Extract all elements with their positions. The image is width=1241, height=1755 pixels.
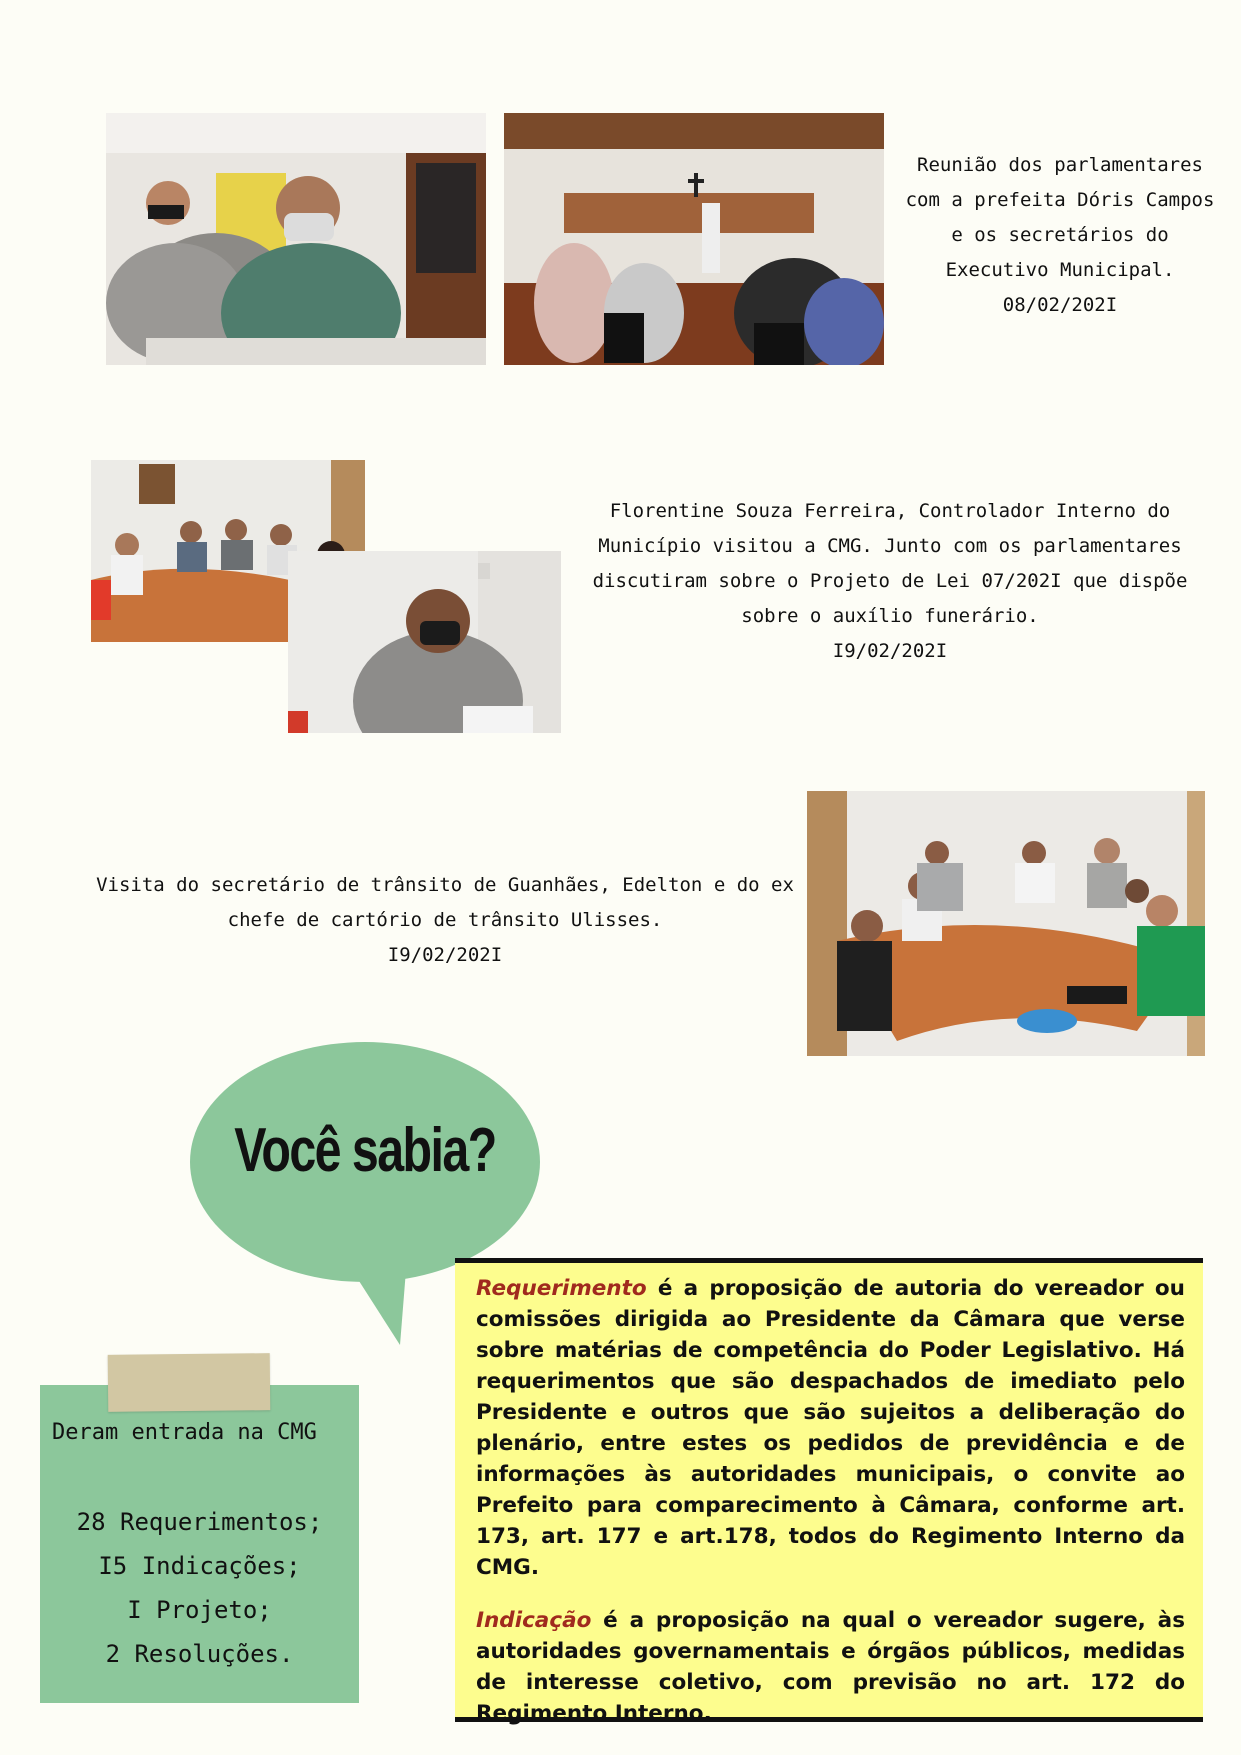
photo-meeting-attendees-masks [106,113,486,365]
stats-item: I5 Indicações; [98,1552,301,1580]
caption-date: 08/02/202I [1002,294,1118,316]
masking-tape [108,1353,271,1412]
definitions-box [455,1258,1203,1726]
did-you-know-heading: Você sabia? [234,1116,496,1185]
caption-line: Município visitou a CMG. Junto com os parlamentares [598,535,1182,557]
caption-line: Florentine Souza Ferreira, Controlador Interno do [609,500,1171,522]
caption-date: I9/02/202I [832,640,948,662]
stats-note [40,1385,359,1703]
requerimento-definition [476,1273,1185,1583]
caption-line: com a prefeita Dóris Campos [905,189,1215,211]
caption-line: e os secretários do [951,224,1169,246]
indicacao-definition [476,1605,1185,1729]
stats-list [40,1500,359,1676]
caption-line: chefe de cartório de trânsito Ulisses. [227,909,663,931]
speech-bubble-tail [300,1220,420,1350]
photo-traffic-secretary-meeting [807,791,1205,1056]
stats-item: 28 Requerimentos; [76,1508,323,1536]
photo-chamber-session [504,113,884,365]
term-indicacao: Indicação [476,1608,592,1633]
caption-line: Visita do secretário de trânsito de Guanhães, Edelton e do ex [96,874,794,896]
requerimento-text: é a proposição de autoria do vereador ou comissões dirigida ao Presidente da Câmara que verse sobre matérias de competência do Poder Legislativo. Há requerimentos que são despachados de imediato pelo Presidente e outros que são sujeitos a deliberação do plenário, entre estes os pedidos de previdência e de informações às autoridades municipais, o convite ao Prefeito para comparecimento à Câmara, conforme art. 173, art. 177 e art.178, todos do Regimento Interno da CMG. [476,1276,1185,1580]
stats-heading: Deram entrada na CMG [52,1420,317,1445]
caption-date: I9/02/202I [387,944,503,966]
caption-line: Executivo Municipal. [945,259,1175,281]
caption-line: Reunião dos parlamentares [917,154,1203,176]
indicacao-text: é a proposição na qual o vereador sugere, às autoridades governamentais e órgãos públicos, medidas de interesse coletivo, com previsão no art. 172 do Regimento Interno. [476,1608,1185,1726]
caption-traffic-visit [95,868,795,973]
caption-line: discutiram sobre o Projeto de Lei 07/202I que dispõe [592,570,1188,592]
stats-item: 2 Resoluções. [105,1640,294,1668]
stats-item: I Projeto; [127,1596,272,1624]
term-requerimento: Requerimento [476,1276,647,1301]
caption-line: sobre o auxílio funerário. [741,605,1039,627]
caption-meeting-mayor [900,148,1220,323]
caption-controller-visit [590,494,1190,669]
photo-controller-portrait [288,551,561,733]
